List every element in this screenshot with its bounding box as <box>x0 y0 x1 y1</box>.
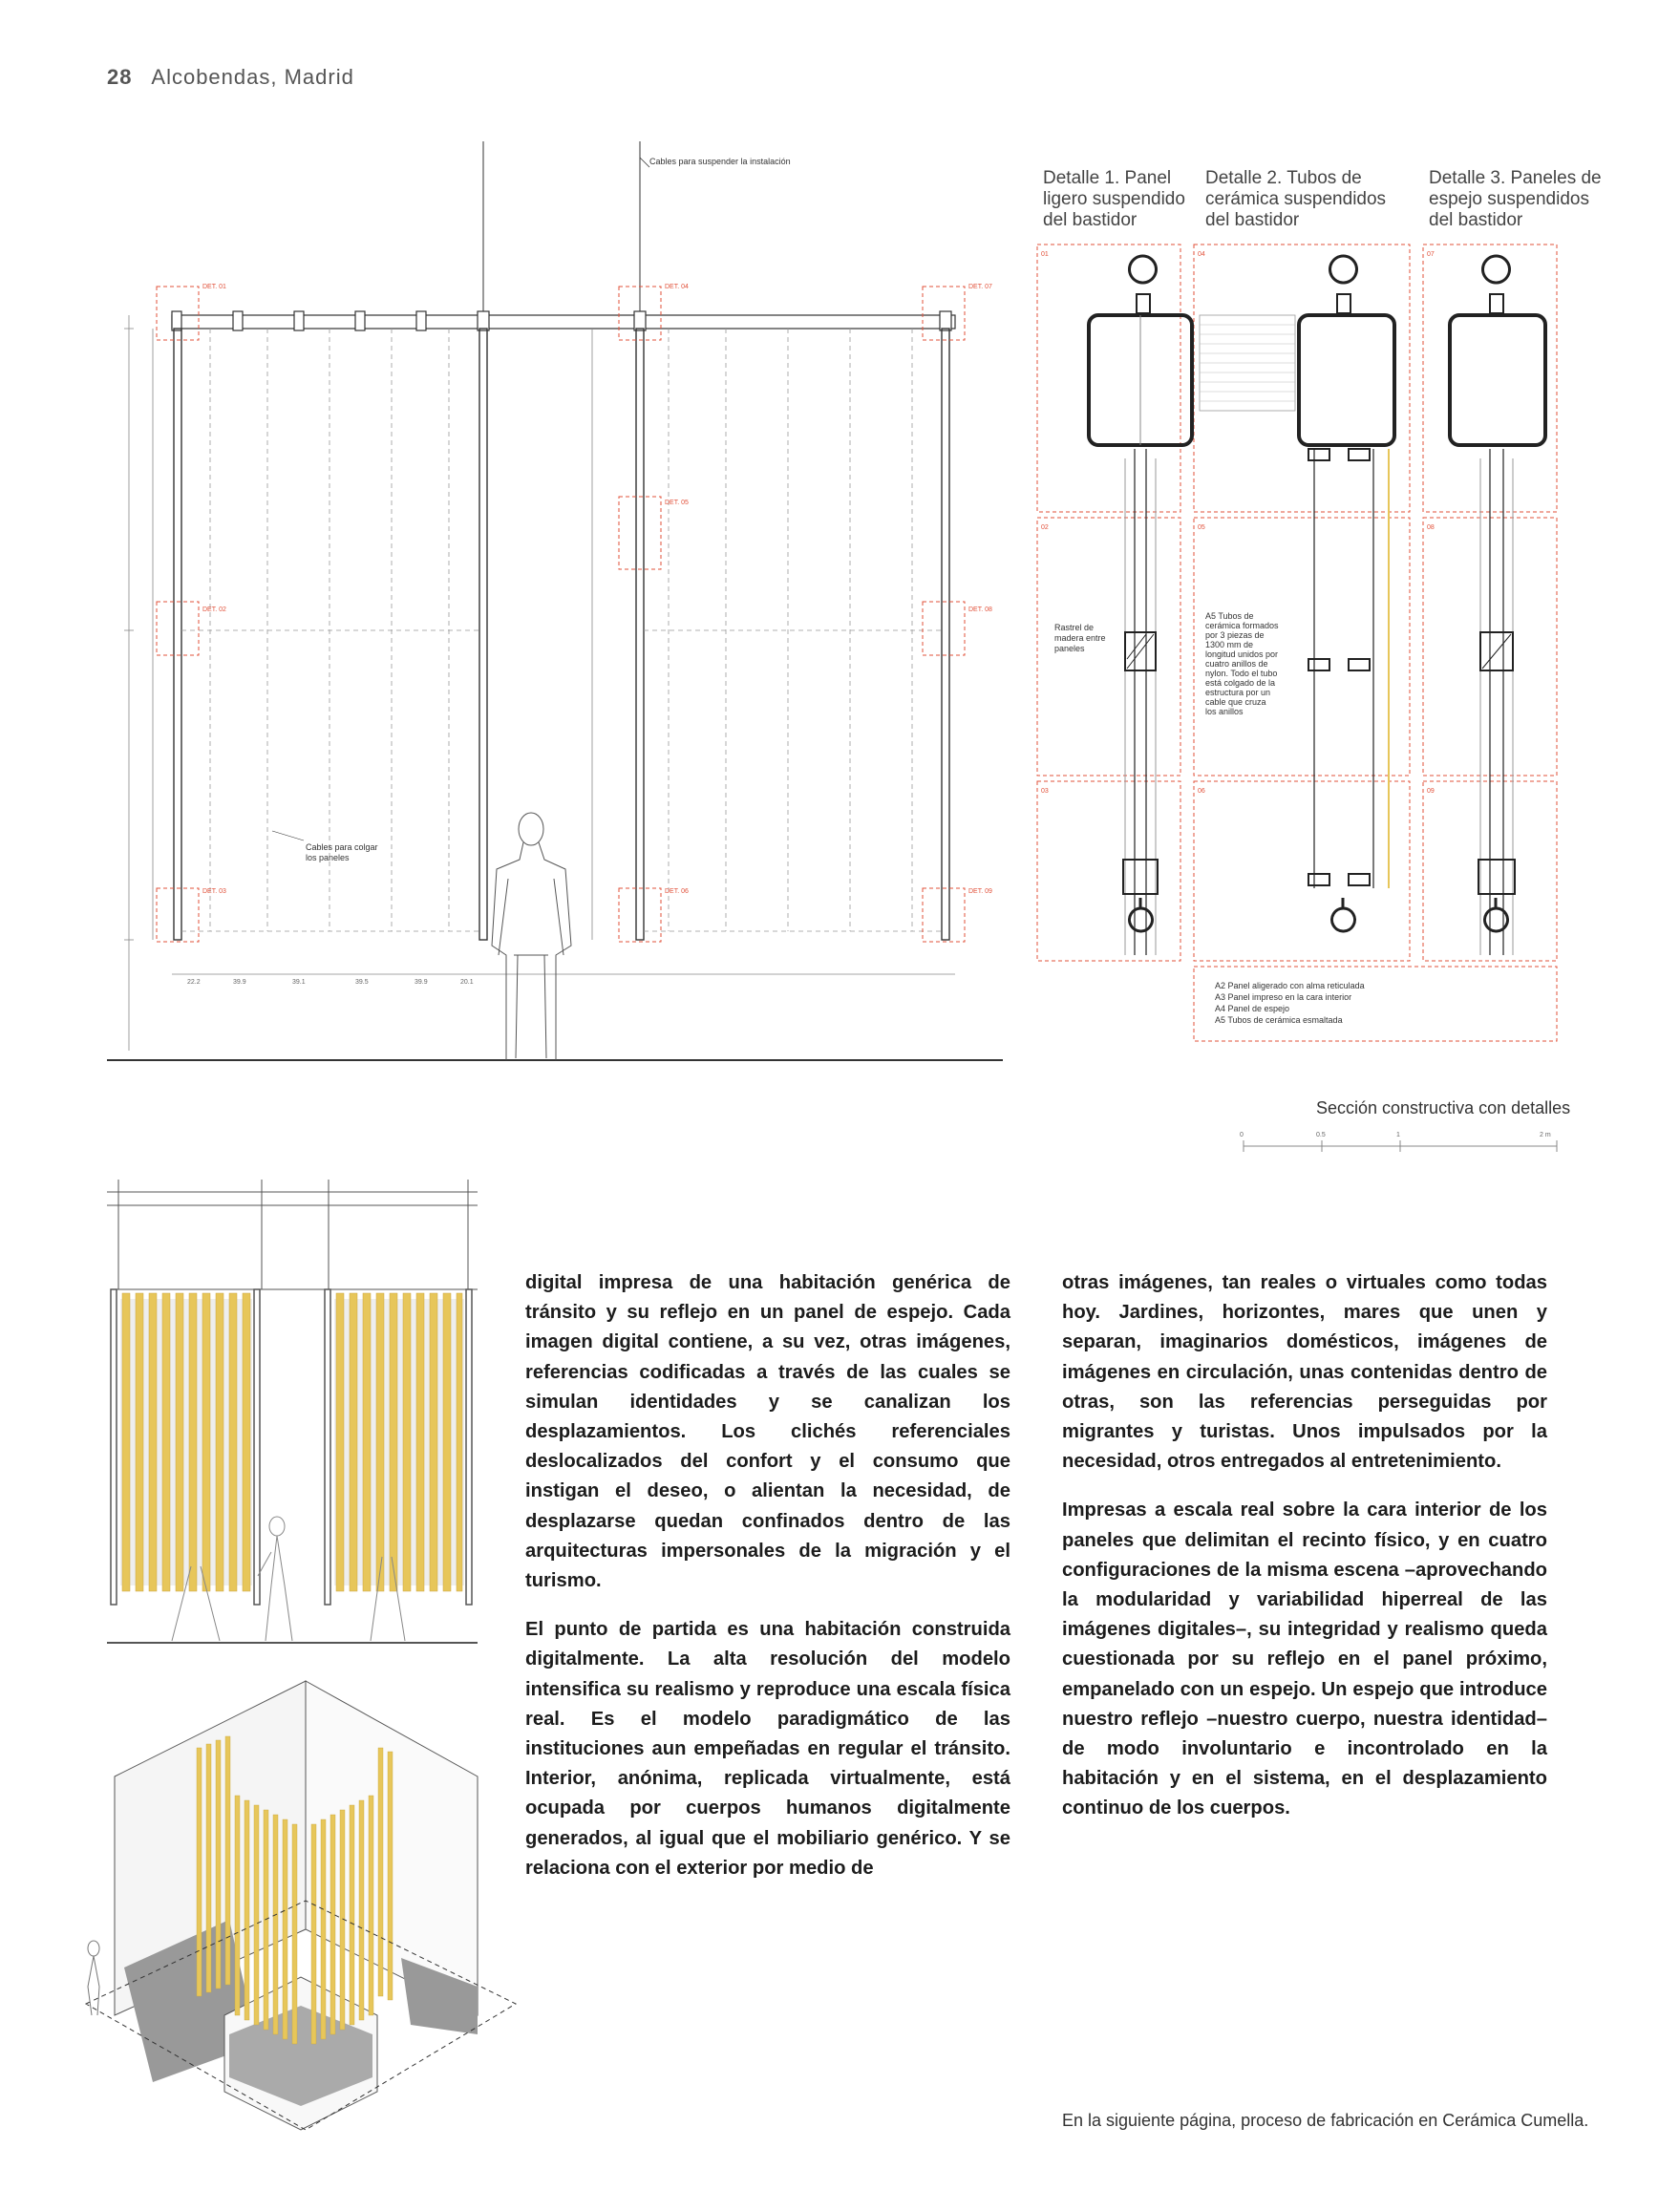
cell-number: 01 <box>1041 251 1049 258</box>
tube-note-line: nylon. Todo el tubo <box>1205 669 1278 678</box>
page-number: 28 <box>107 65 133 89</box>
dim-label: 39.1 <box>292 979 306 986</box>
title-line: del bastidor <box>1205 210 1300 230</box>
det-boxes <box>157 287 965 942</box>
section-caption: Sección constructiva con detalles <box>1316 1098 1571 1117</box>
title-line: espejo suspendidos <box>1429 189 1589 209</box>
detail-2-title <box>1205 168 1386 231</box>
panel-cables-label: Cables para colgar <box>306 842 378 852</box>
body-column-right <box>1062 1268 1547 1843</box>
tube-note-line: cable que cruza <box>1205 697 1266 707</box>
rastrel-note-line: Rastrel de <box>1054 623 1095 632</box>
cell-number: 08 <box>1427 524 1435 531</box>
title-line: del bastidor <box>1043 210 1138 230</box>
det-label: DET. 03 <box>202 888 226 895</box>
constructive-section <box>107 141 1003 1060</box>
dim-label: 39.9 <box>415 979 428 986</box>
body-paragraph: El punto de partida es una habitación construida digitalmente. La alta resolución del modelo intensifica su realismo y reproduce una escala física real. Es el modelo paradigmático de las instituciones aun empeñadas en regular el tránsito. Interior, anónima, replicada virtualmente, está ocupada por cuerpos humanos digitalmente generados, al igual que el mobiliario genérico. Y se relaciona con el exterior por medio de <box>525 1619 1010 1879</box>
det-label: DET. 04 <box>665 284 689 290</box>
body-paragraph: Impresas a escala real sobre la cara interior de los paneles que delimitan el recinto físico, y en cuatro configuraciones de la misma escena –aprovechando la modularidad y variabilidad hiperreal de las imágenes digitales–, su integridad y realismo queda cuestionada por su reflejo en el panel próximo, empanelado con un espejo. Un espejo que introduce nuestro reflejo –nuestro cuerpo, nuestra identidad– de modo involuntario e incontrolado en la habitación y en el sistema, en el desplazamiento continuo de los cuerpos. <box>1062 1500 1547 1819</box>
body-paragraph: digital impresa de una habitación genérica de tránsito y su reflejo en un panel de espejo. Cada imagen digital contiene, a su vez, otras imágenes, referencias codificadas a través de las cuales se simulan identidades y se canalizan los desplazamientos. Los clichés referenciales deslocalizados del confort y el consumo que instigan el deseo, o alientan la necesidad, de desplazarse quedan confinados dentro de las arquitecturas impersonales de la migración y el turismo. <box>525 1272 1010 1592</box>
tube-note-line: A5 Tubos de <box>1205 611 1254 621</box>
det-labels <box>202 284 992 895</box>
panel-cables-label-2: los paneles <box>306 853 350 862</box>
dim-label: 22.2 <box>187 979 201 986</box>
legend <box>1215 981 1365 1025</box>
scale-label: 0 <box>1240 1132 1244 1138</box>
detail-1-title <box>1043 168 1185 231</box>
tube-note-line: longitud unidos por <box>1205 649 1279 659</box>
det-label: DET. 08 <box>968 606 992 613</box>
cell-number: 09 <box>1427 788 1435 795</box>
tube-note-line: cerámica formados <box>1205 621 1279 630</box>
legend-item: A3 Panel impreso en la cara interior <box>1215 992 1352 1002</box>
human-figure <box>492 813 571 1060</box>
detail-2-drawing <box>1200 256 1394 931</box>
cable-suspension-label: Cables para suspender la instalación <box>649 157 791 166</box>
legend-item: A5 Tubos de cerámica esmaltada <box>1215 1015 1343 1025</box>
title-line: ligero suspendido <box>1043 189 1185 209</box>
detail-3-drawing <box>1450 256 1545 955</box>
tube-note-line: está colgado de la <box>1205 678 1276 688</box>
title-line: Detalle 1. Panel <box>1043 168 1172 188</box>
scale-label: 0.5 <box>1316 1132 1326 1138</box>
title-line: del bastidor <box>1429 210 1523 230</box>
cell-number: 06 <box>1198 788 1205 795</box>
tube-note-line: los anillos <box>1205 707 1244 716</box>
det-label: DET. 07 <box>968 284 992 290</box>
tube-note-line: 1300 mm de <box>1205 640 1254 649</box>
det-label: DET. 02 <box>202 606 226 613</box>
cell-number: 04 <box>1198 251 1205 258</box>
title-line: Detalle 3. Paneles de <box>1429 168 1602 188</box>
elevation-drawing <box>107 1180 478 1643</box>
footer-caption: En la siguiente página, proceso de fabricación en Cerámica Cumella. <box>1062 2111 1589 2130</box>
legend-item: A2 Panel aligerado con alma reticulada <box>1215 981 1365 990</box>
page-location: Alcobendas, Madrid <box>151 65 354 89</box>
dim-label: 39.5 <box>355 979 369 986</box>
legend-item: A4 Panel de espejo <box>1215 1004 1290 1013</box>
tube-note-line: cuatro anillos de <box>1205 659 1268 669</box>
dim-label: 20.1 <box>460 979 474 986</box>
scale-bar <box>1244 1140 1557 1152</box>
scale-label: 2 m <box>1540 1132 1551 1138</box>
body-column-left <box>525 1268 1010 1903</box>
scale-label: 1 <box>1396 1132 1400 1138</box>
det-label: DET. 09 <box>968 888 992 895</box>
det-label: DET. 06 <box>665 888 689 895</box>
dim-label: 39.9 <box>233 979 246 986</box>
rastrel-note-line: madera entre <box>1054 633 1106 643</box>
cell-number: 05 <box>1198 524 1205 531</box>
cell-number: 03 <box>1041 788 1049 795</box>
tube-note-line: por 3 piezas de <box>1205 630 1265 640</box>
cell-number: 07 <box>1427 251 1435 258</box>
axonometric-drawing <box>86 1681 516 2130</box>
tube-note <box>1205 611 1279 716</box>
rastrel-note-line: paneles <box>1054 644 1085 653</box>
detail-1-drawing <box>1089 256 1192 955</box>
title-line: cerámica suspendidos <box>1205 189 1387 209</box>
bottom-dimensions <box>187 979 474 986</box>
detail-3-title <box>1429 168 1602 231</box>
det-label: DET. 01 <box>202 284 226 290</box>
det-label: DET. 05 <box>665 500 689 506</box>
tube-note-line: estructura por un <box>1205 688 1271 697</box>
body-paragraph: otras imágenes, tan reales o virtuales como todas hoy. Jardines, horizontes, mares que unen y separan, imaginarios domésticos, imágenes de imágenes en circulación, unas contenidas dentro de otras, son las referencias perseguidas por migrantes y turistas. Unos impulsados por la necesidad, otros entregados al entretenimiento. <box>1062 1272 1547 1473</box>
cell-number: 02 <box>1041 524 1049 531</box>
title-line: Detalle 2. Tubos de <box>1205 168 1362 188</box>
